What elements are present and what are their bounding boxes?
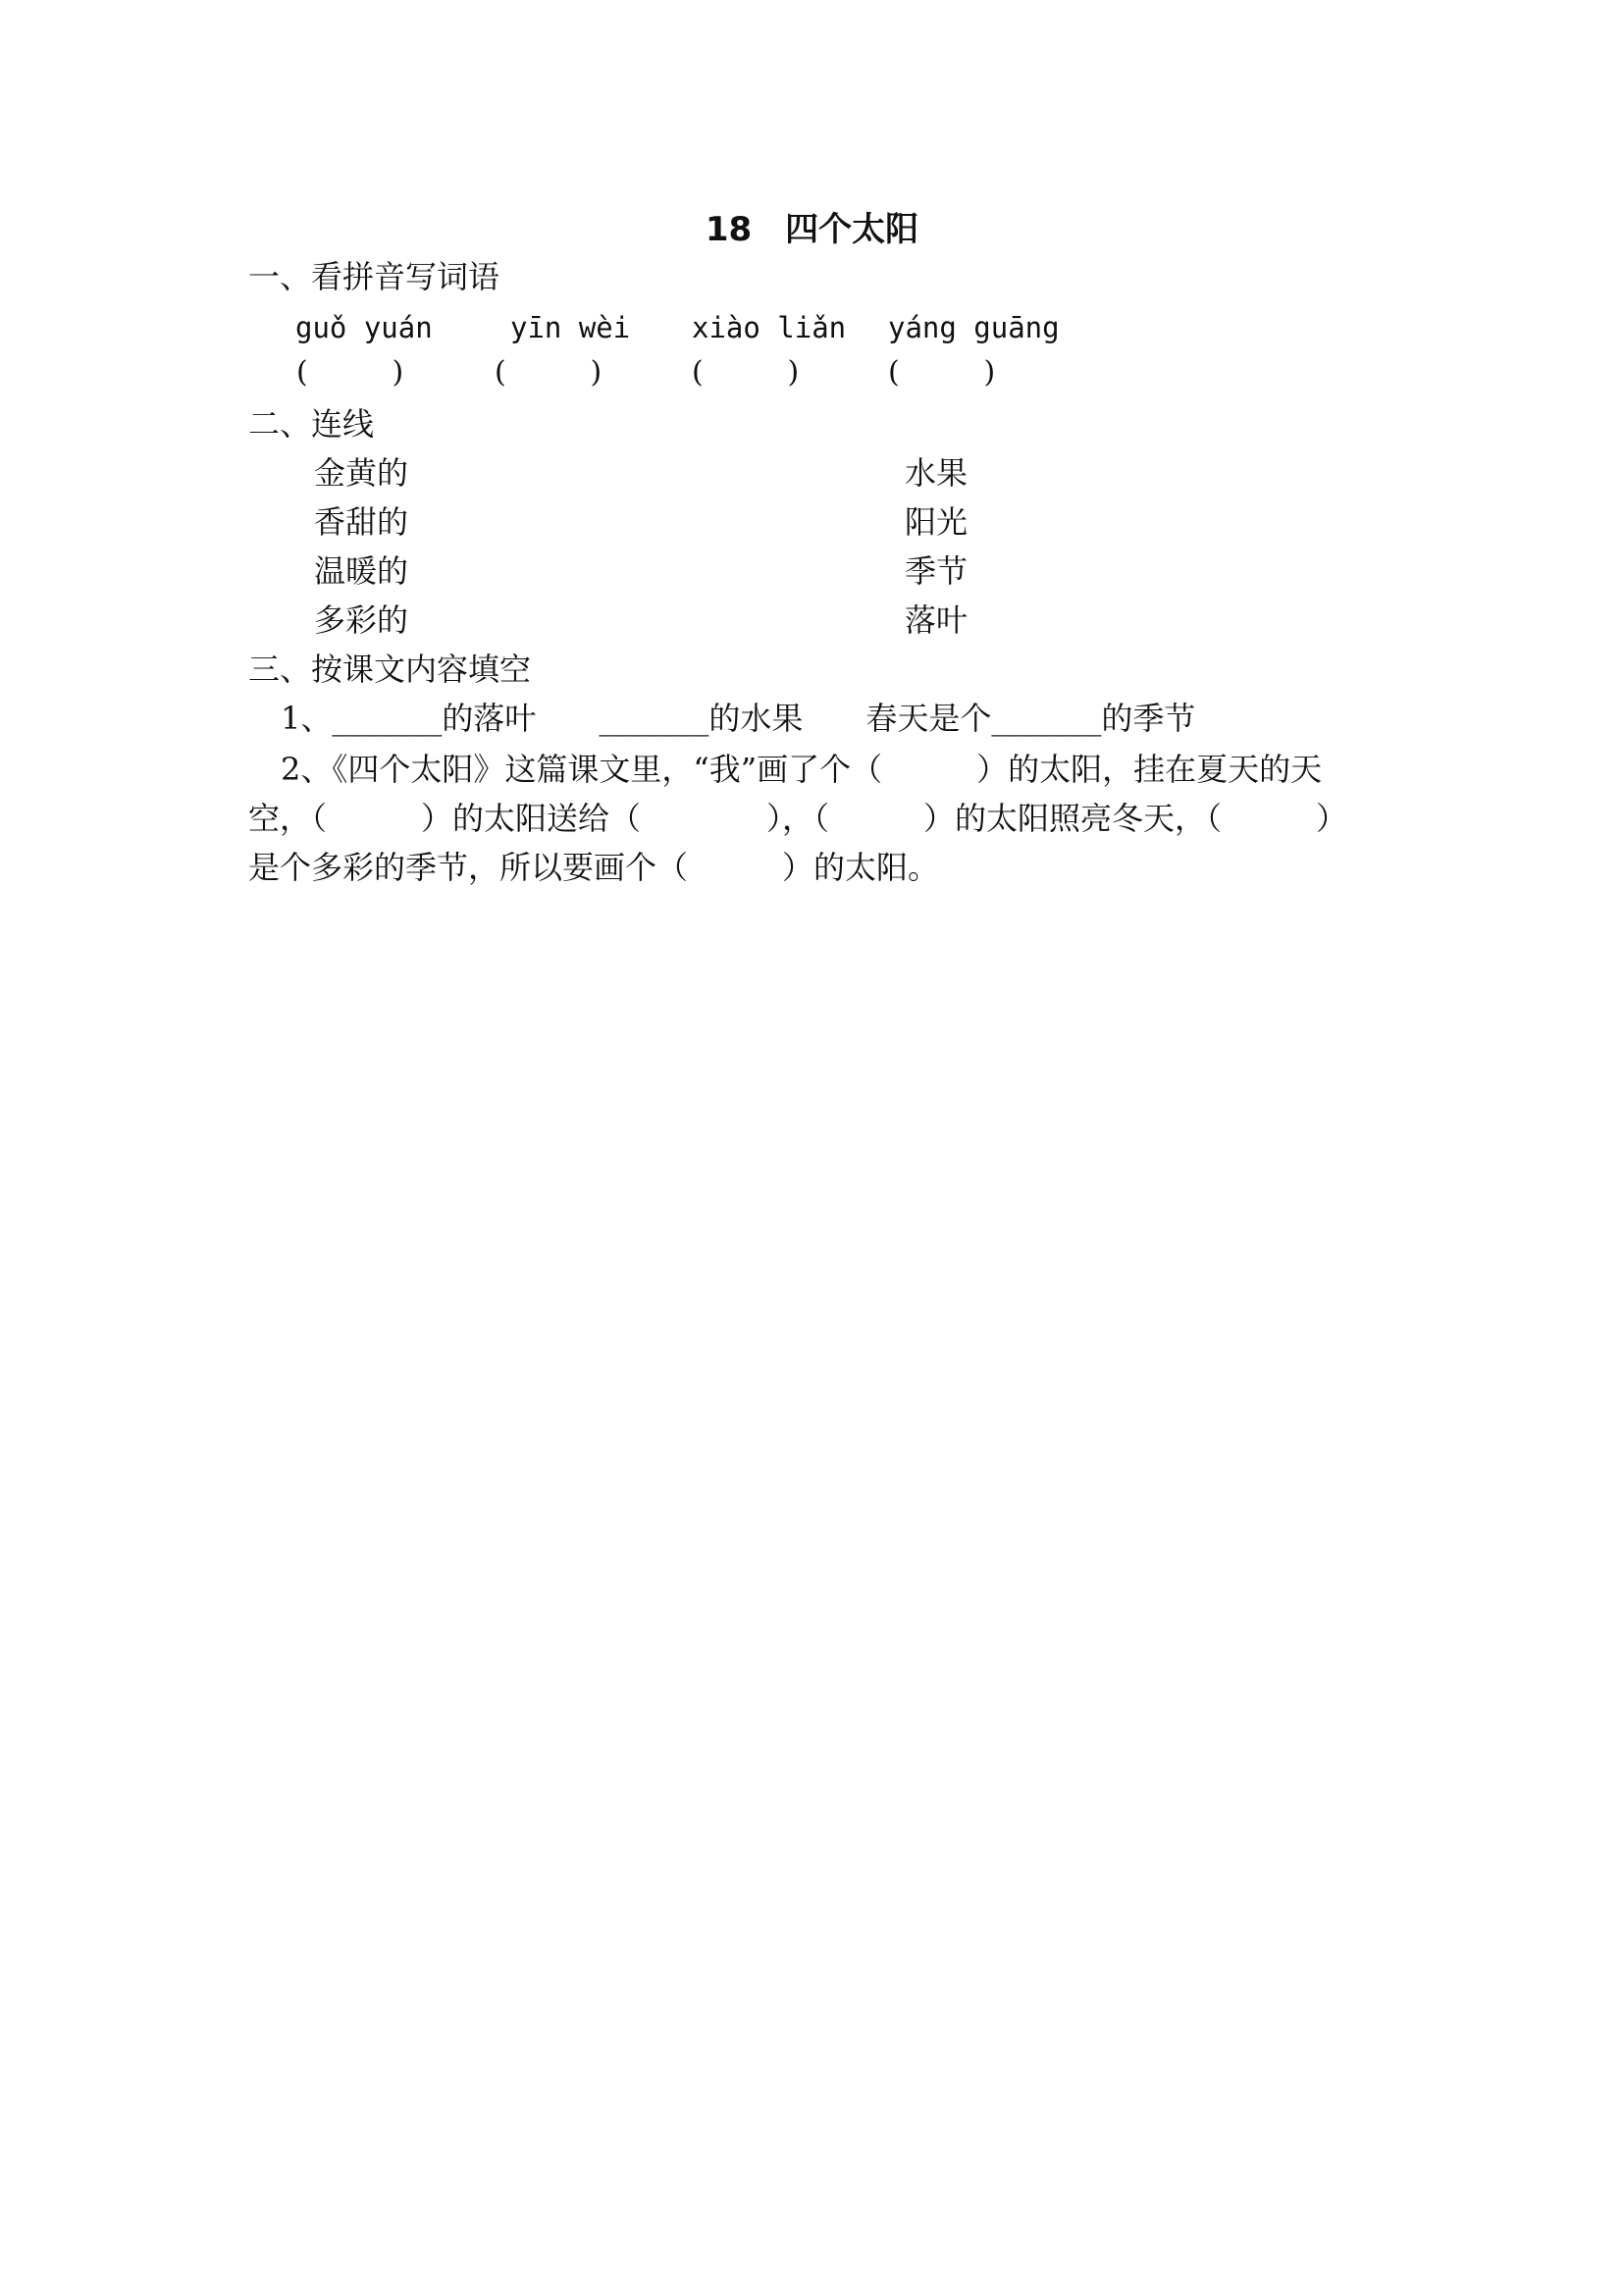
answer-blank-3[interactable]: ( ) — [692, 355, 800, 390]
left-match-4[interactable]: 多彩的 — [314, 601, 409, 639]
pinyin-word-3: xiào liǎn — [692, 311, 847, 344]
question-2-line-3: 是个多彩的季节，所以要画个（ ）的太阳。 — [248, 849, 940, 886]
left-match-2[interactable]: 香甜的 — [314, 503, 409, 541]
right-match-4[interactable]: 落叶 — [905, 601, 969, 639]
pinyin-word-1: guǒ yuán — [295, 311, 433, 344]
pinyin-word-4: yáng guāng — [888, 311, 1060, 344]
fill-question-2[interactable] — [248, 745, 1387, 892]
right-match-1[interactable]: 水果 — [905, 454, 969, 492]
pinyin-word-2: yīn wèi — [510, 311, 631, 344]
fill-question-1[interactable]: 1、_______的落叶 _______的水果 春天是个_______的季节 — [281, 700, 1196, 737]
right-match-2[interactable]: 阳光 — [905, 503, 969, 541]
left-match-1[interactable]: 金黄的 — [314, 454, 409, 492]
answer-blank-1[interactable]: ( ) — [296, 355, 404, 390]
answer-blank-2[interactable]: ( ) — [495, 355, 602, 390]
section-one-heading: 一、看拼音写词语 — [248, 258, 500, 295]
page-title: 18 四个太阳 — [705, 210, 919, 249]
question-2-line-2: 空，（ ）的太阳送给（ ），（ ）的太阳照亮冬天，（ ） — [248, 800, 1348, 837]
section-three-heading: 三、按课文内容填空 — [248, 651, 532, 688]
answer-blank-4[interactable]: ( ) — [888, 355, 996, 390]
section-two-heading: 二、连线 — [248, 405, 375, 443]
question-2-line-1: 2、《四个太阳》这篇课文里，“我”画了个（ ）的太阳，挂在夏天的天 — [281, 751, 1323, 788]
left-match-3[interactable]: 温暖的 — [314, 552, 409, 590]
right-match-3[interactable]: 季节 — [905, 552, 969, 590]
